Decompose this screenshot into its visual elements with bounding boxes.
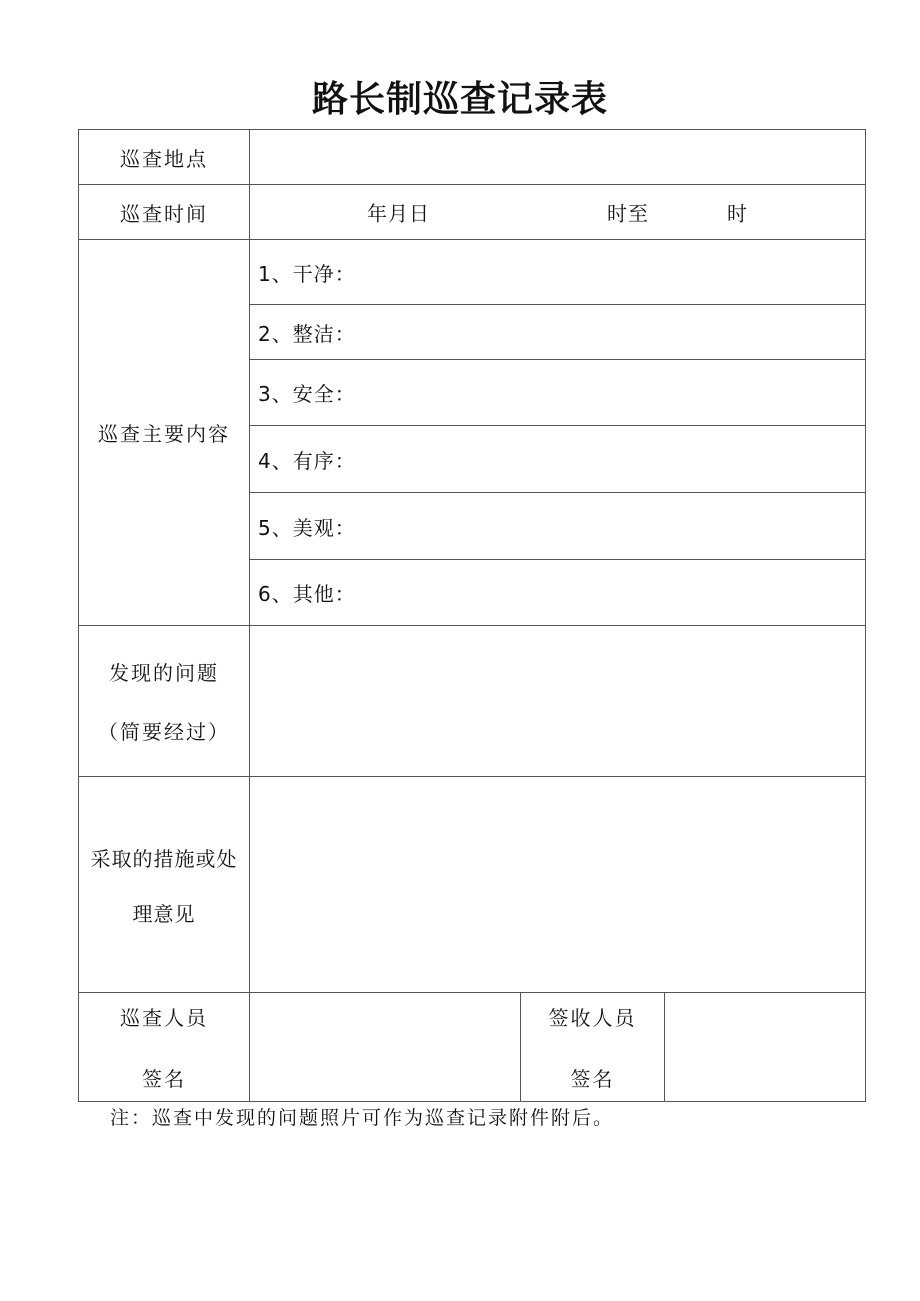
content-item-clean[interactable]: 1、干净： — [250, 240, 866, 305]
inspector-signature-field[interactable] — [250, 993, 521, 1102]
receiver-label-line1: 签收人员 — [548, 1006, 637, 1030]
measures-label-line2: 理意见 — [132, 901, 196, 926]
problems-label-line2: （简要经过） — [98, 720, 230, 744]
content-item-tidy[interactable]: 2、整洁： — [250, 305, 866, 360]
content-row-1 — [79, 240, 866, 305]
measures-label-line1: 采取的措施或处 — [90, 846, 238, 871]
location-label: 巡查地点 — [79, 130, 250, 185]
inspector-label-line2: 签名 — [142, 1067, 186, 1091]
receiver-label — [521, 993, 665, 1102]
page-title: 路长制巡查记录表 — [311, 79, 608, 120]
problems-row — [79, 626, 866, 777]
measures-label — [79, 777, 250, 993]
content-item-safety[interactable]: 3、安全： — [250, 360, 866, 426]
time-date-text: 年月日 — [367, 201, 430, 226]
time-to-text: 时 — [727, 201, 748, 226]
time-label: 巡查时间 — [79, 185, 250, 240]
content-label: 巡查主要内容 — [79, 240, 250, 626]
problems-label — [79, 626, 250, 777]
footnote: 注：巡查中发现的问题照片可作为巡查记录附件附后。 — [110, 1107, 615, 1129]
time-from-text: 时至 — [607, 201, 649, 226]
location-row — [79, 130, 866, 185]
content-item-other[interactable]: 6、其他： — [250, 560, 866, 626]
measures-row — [79, 777, 866, 993]
signature-row — [79, 993, 866, 1102]
time-row — [79, 185, 866, 240]
inspector-label — [79, 993, 250, 1102]
measures-field[interactable] — [250, 777, 866, 993]
content-item-order[interactable]: 4、有序： — [250, 426, 866, 493]
content-item-appearance[interactable]: 5、美观： — [250, 493, 866, 560]
receiver-label-line2: 签名 — [570, 1067, 615, 1091]
receiver-signature-field[interactable] — [665, 993, 866, 1102]
time-field[interactable] — [250, 185, 866, 240]
location-field[interactable] — [250, 130, 866, 185]
inspection-form-table — [78, 129, 866, 1102]
problems-label-line1: 发现的问题 — [109, 661, 219, 685]
problems-field[interactable] — [250, 626, 866, 777]
inspector-label-line1: 巡查人员 — [120, 1006, 208, 1030]
